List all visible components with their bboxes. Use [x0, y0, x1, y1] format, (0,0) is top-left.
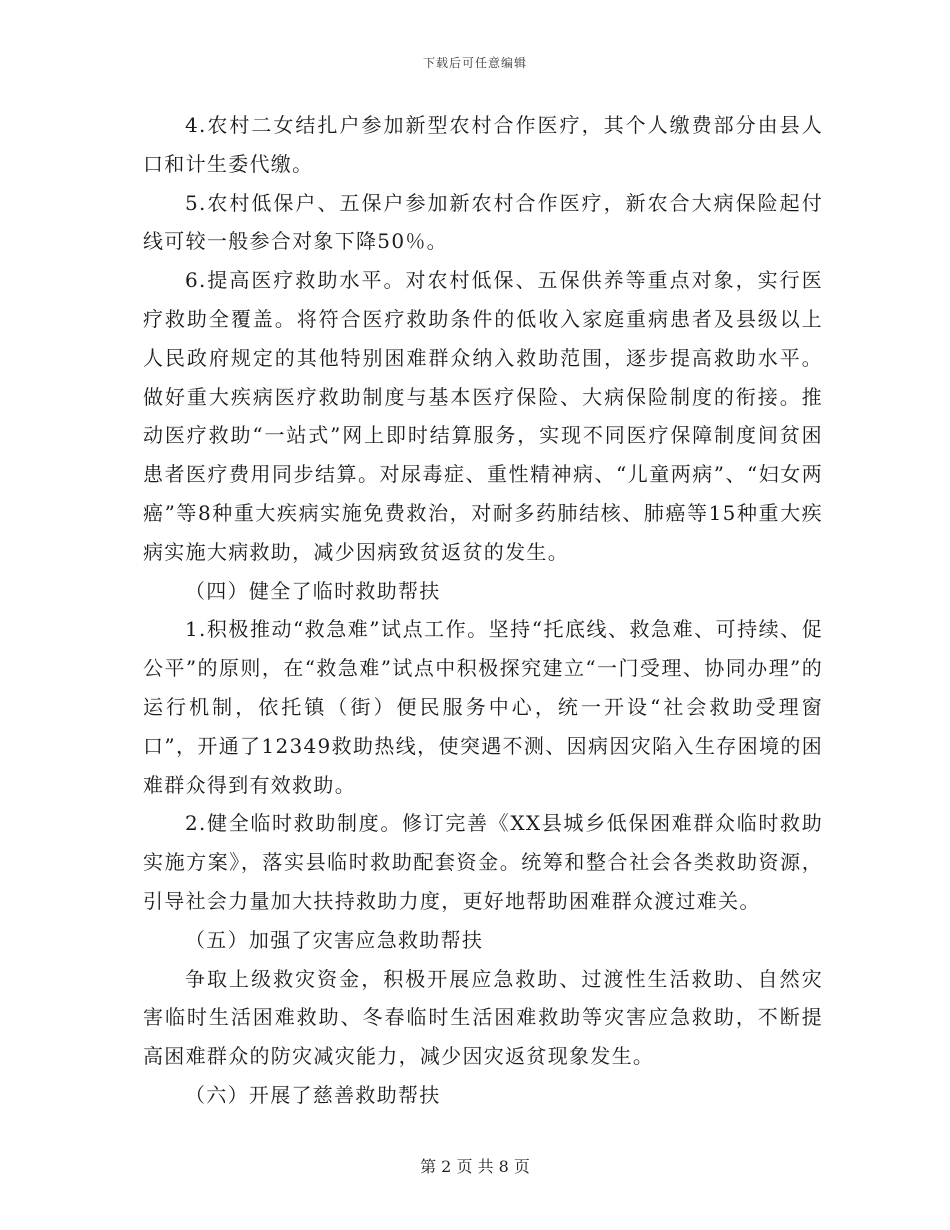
document-body [143, 106, 823, 1115]
paragraph-item-5: 5.农村低保户、五保户参加新农村合作医疗，新农合大病保险起付线可较一般参合对象下降50％。 [143, 190, 823, 254]
section-heading-6: （六）开展了慈善救助帮扶 [185, 1082, 441, 1107]
header-note: 下载后可任意编辑 [422, 56, 527, 70]
paragraph-disaster-relief: 争取上级救灾资金，积极开展应急救助、过渡性生活救助、自然灾害临时生活困难救助、冬春临时生活困难救助等灾害应急救助，不断提高困难群众的防灾减灾能力，减少因灾返贫现象发生。 [143, 966, 823, 1069]
paragraph-emergency-1: 1.积极推动“救急难”试点工作。坚持“托底线、救急难、可持续、促公平”的原则，在“救急难”试点中积极探究建立“一门受理、协同办理”的运行机制，依托镇（街）便民服务中心，统一开设“社会救助受理窗口”，开通了12349救助热线，使突遇不测、因病因灾陷入生存困境的困难群众得到有效救助。 [143, 617, 823, 797]
paragraph-item-4: 4.农村二女结扎户参加新型农村合作医疗，其个人缴费部分由县人口和计生委代缴。 [143, 113, 823, 176]
section-heading-4: （四）健全了临时救助帮扶 [185, 578, 441, 603]
paragraph-item-6: 6.提高医疗救助水平。对农村低保、五保供养等重点对象，实行医疗救助全覆盖。将符合医疗救助条件的低收入家庭重病患者及县级以上人民政府规定的其他特别困难群众纳入救助范围，逐步提高救助水平。做好重大疾病医疗救助制度与基本医疗保险、大病保险制度的衔接。推动医疗救助“一站式”网上即时结算服务，实现不同医疗保障制度间贫困患者医疗费用同步结算。对尿毒症、重性精神病、“儿童两病”、“妇女两癌”等8种重大疾病实施免费救治，对耐多药肺结核、肺癌等15种重大疾病实施大病救助，减少因病致贫返贫的发生。 [143, 268, 823, 564]
section-heading-5: （五）加强了灾害应急救助帮扶 [185, 927, 484, 952]
page-footer: 第 2 页 共 8 页 [420, 1157, 530, 1176]
paragraph-emergency-2: 2.健全临时救助制度。修订完善《XX县城乡低保困难群众临时救助实施方案》，落实县临时救助配套资金。统筹和整合社会各类救助资源，引导社会力量加大扶持救助力度，更好地帮助困难群众渡过难关。 [143, 811, 823, 913]
